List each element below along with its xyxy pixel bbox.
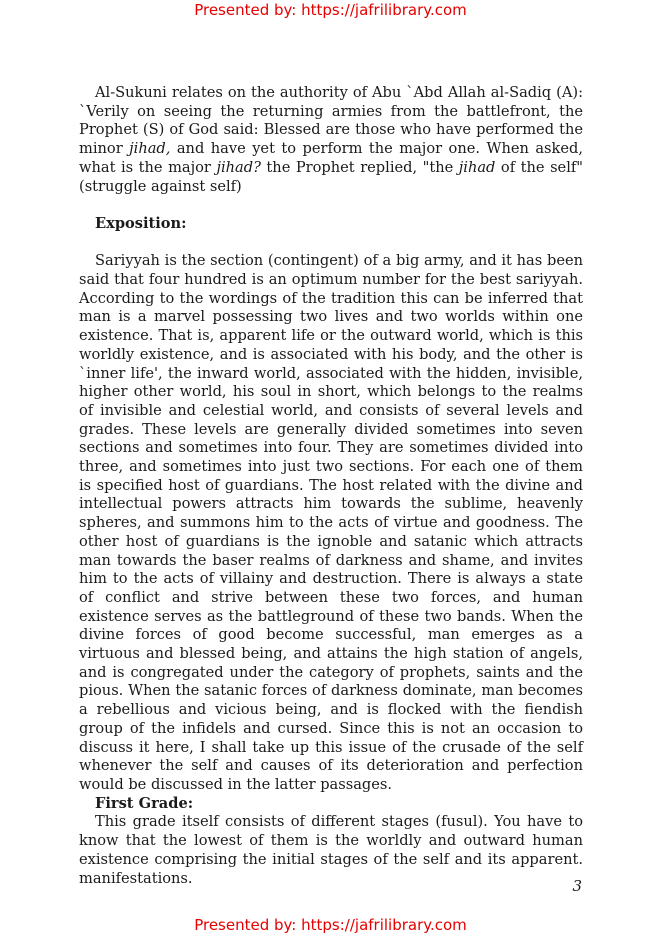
tradition-jihad-3: jihad <box>458 158 496 176</box>
exposition-paragraph: Sariyyah is the section (contingent) of a big army, and it has been said that four hundred is an optimum number for the best sariyyah. According to the wordings of the tradition this can be inferred that man is a marvel possessing two lives and two worlds within one existence. That is, apparent life or the outward world, which is this worldly existence, and is associated with his body, and the other is `inner life', the inward world, associated with the hidden, invisible, higher other world, his soul in short, which belongs to the realms of invisible and celestial world, and consists of several levels and grades. These levels are generally divided sometimes into seven sections and sometimes into four. They are sometimes divided into three, and sometimes into just two sections. For each one of them is specified host of guardians. The host related with the divine and intellectual powers attracts him towards the sublime, heavenly spheres, and summons him to the acts of virtue and goodness. The other host of guardians is the ignoble and satanic which attracts man towards the baser realms of darkness and shame, and invites him to the acts of villainy and destruction. There is always a state of conflict and strive between these two forces, and human existence serves as the battleground of these two bands. When the divine forces of good become successful, man emerges as a virtuous and blessed being, and attains the high station of angels, and is congregated under the category of prophets, saints and the pious. When the satanic forces of darkness dominate, man becomes a rebellious and vicious being, and is flocked with the fiendish group of the infidels and cursed. Since this is not an occasion to discuss it here, I shall take up this issue of the crusade of the self whenever the self and causes of its deterioration and perfection would be discussed in the latter passages. <box>79 252 583 793</box>
first-grade-heading: First Grade: <box>95 794 194 812</box>
tradition-text-2: and have yet to perform the major one. When asked, what is the major <box>79 140 583 176</box>
tradition-paragraph <box>79 84 583 196</box>
spacer <box>79 196 583 215</box>
footer-banner-link[interactable]: Presented by: https://jafrilibrary.com <box>194 916 467 934</box>
tradition-text-4: of the self" (struggle against self) <box>79 158 583 195</box>
tradition-jihad-2: jihad? <box>216 158 261 176</box>
tradition-text-3: the Prophet replied, "the <box>260 158 459 176</box>
page-number: 3 <box>572 877 582 895</box>
spacer <box>79 234 583 253</box>
tradition-text-1: Al-Sukuni relates on the authority of Abu `Abd Allah al-Sadiq (A): `Verily on seeing the returning armies from the battlefront, the Prophet (S) of God said: Blessed are those who have performed the minor <box>79 84 583 158</box>
header-banner-link[interactable]: Presented by: https://jafrilibrary.com <box>194 1 467 19</box>
exposition-heading: Exposition: <box>95 214 187 232</box>
first-grade-paragraph: This grade itself consists of different stages (fusul). You have to know that the lowest of them is the worldly and outward human existence comprising the initial stages of the self and its apparent. manifestations. <box>79 813 583 887</box>
page-body <box>79 84 583 888</box>
tradition-jihad-1: jihad, <box>129 140 171 158</box>
